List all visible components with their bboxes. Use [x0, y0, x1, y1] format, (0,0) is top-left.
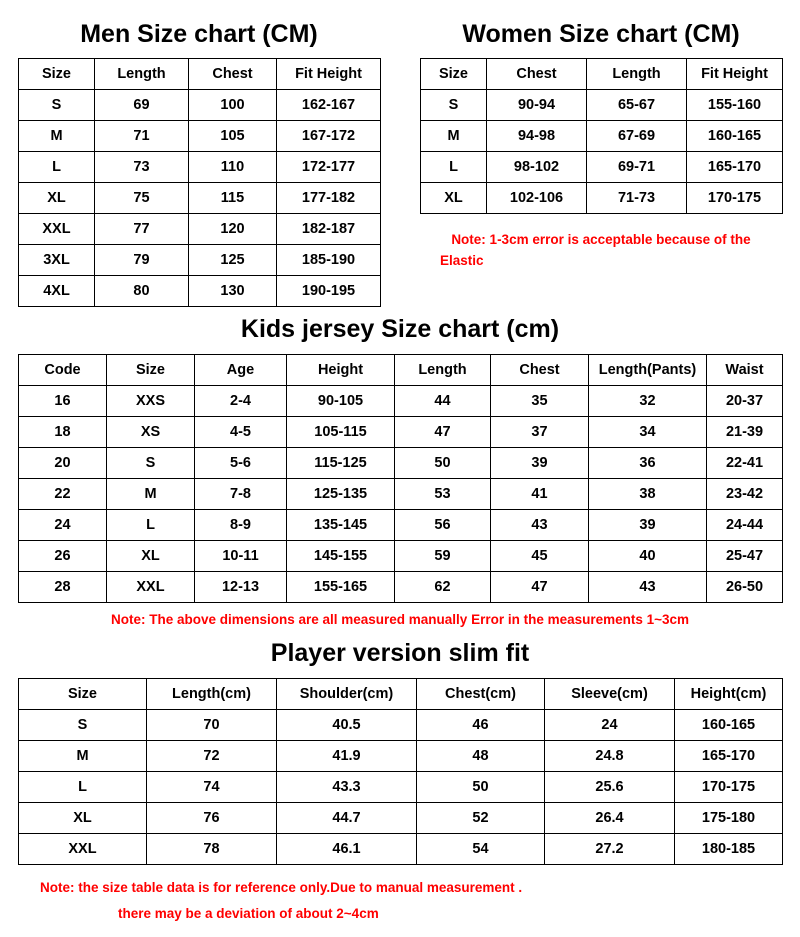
table-cell: 77 — [95, 214, 189, 245]
table-cell: 105-115 — [287, 417, 395, 448]
women-chart-title: Women Size chart (CM) — [462, 20, 740, 48]
table-cell: 12-13 — [195, 572, 287, 603]
column-header: Chest — [491, 355, 589, 386]
table-row — [19, 245, 381, 276]
table-cell: XL — [19, 802, 147, 833]
table-cell: 16 — [19, 386, 107, 417]
column-header: Fit Height — [687, 59, 783, 90]
table-cell: 24.8 — [545, 740, 675, 771]
table-cell: 167-172 — [277, 121, 381, 152]
table-row — [19, 214, 381, 245]
column-header: Size — [19, 59, 95, 90]
table-cell: 47 — [395, 417, 491, 448]
table-cell: S — [19, 709, 147, 740]
table-row — [421, 183, 783, 214]
table-row — [19, 152, 381, 183]
column-header: Length — [395, 355, 491, 386]
column-header: Length — [587, 59, 687, 90]
table-cell: M — [19, 121, 95, 152]
table-header-row — [19, 678, 783, 709]
column-header: Code — [19, 355, 107, 386]
table-cell: 24 — [545, 709, 675, 740]
table-cell: 177-182 — [277, 183, 381, 214]
player-note-line-1: Note: the size table data is for reference only.Due to manual measurement . — [40, 879, 523, 895]
table-cell: 69 — [95, 90, 189, 121]
table-cell: 90-94 — [487, 90, 587, 121]
table-cell: 47 — [491, 572, 589, 603]
table-cell: 40.5 — [277, 709, 417, 740]
table-cell: S — [107, 448, 195, 479]
table-row — [19, 276, 381, 307]
table-header-row — [421, 59, 783, 90]
column-header: Size — [19, 678, 147, 709]
table-cell: 44.7 — [277, 802, 417, 833]
top-charts-row — [18, 14, 782, 307]
column-header: Sleeve(cm) — [545, 678, 675, 709]
player-note-line-2: there may be a deviation of about 2~4cm — [118, 905, 379, 921]
table-cell: 24-44 — [707, 510, 783, 541]
table-cell: 26 — [19, 541, 107, 572]
table-cell: XXS — [107, 386, 195, 417]
column-header: Fit Height — [277, 59, 381, 90]
table-cell: XL — [421, 183, 487, 214]
table-cell: 115-125 — [287, 448, 395, 479]
table-cell: 59 — [395, 541, 491, 572]
table-cell: 21-39 — [707, 417, 783, 448]
table-cell: 125-135 — [287, 479, 395, 510]
table-cell: 34 — [589, 417, 707, 448]
men-size-table — [18, 58, 381, 307]
table-cell: 26.4 — [545, 802, 675, 833]
table-cell: 71-73 — [587, 183, 687, 214]
table-cell: XXL — [19, 833, 147, 864]
table-cell: 41 — [491, 479, 589, 510]
table-cell: 180-185 — [675, 833, 783, 864]
table-header-row — [19, 355, 783, 386]
column-header: Height — [287, 355, 395, 386]
table-cell: 70 — [147, 709, 277, 740]
column-header: Waist — [707, 355, 783, 386]
table-cell: M — [107, 479, 195, 510]
table-cell: 98-102 — [487, 152, 587, 183]
column-header: Size — [421, 59, 487, 90]
table-cell: 72 — [147, 740, 277, 771]
table-cell: 26-50 — [707, 572, 783, 603]
table-cell: XS — [107, 417, 195, 448]
table-cell: 41.9 — [277, 740, 417, 771]
table-cell: 46.1 — [277, 833, 417, 864]
table-cell: 22 — [19, 479, 107, 510]
table-cell: 10-11 — [195, 541, 287, 572]
women-size-chart-block — [420, 14, 782, 272]
table-cell: 38 — [589, 479, 707, 510]
table-cell: 160-165 — [675, 709, 783, 740]
table-cell: 35 — [491, 386, 589, 417]
table-cell: 8-9 — [195, 510, 287, 541]
table-cell: 165-170 — [687, 152, 783, 183]
table-row — [19, 448, 783, 479]
table-cell: 37 — [491, 417, 589, 448]
table-row — [19, 90, 381, 121]
table-cell: 50 — [395, 448, 491, 479]
table-cell: 125 — [189, 245, 277, 276]
table-cell: 2-4 — [195, 386, 287, 417]
table-cell: 23-42 — [707, 479, 783, 510]
table-cell: 32 — [589, 386, 707, 417]
column-header: Length — [95, 59, 189, 90]
table-row — [421, 152, 783, 183]
table-cell: L — [19, 152, 95, 183]
table-cell: 25.6 — [545, 771, 675, 802]
column-header: Size — [107, 355, 195, 386]
player-size-table — [18, 678, 783, 865]
table-cell: 7-8 — [195, 479, 287, 510]
table-cell: 20-37 — [707, 386, 783, 417]
table-cell: 76 — [147, 802, 277, 833]
table-cell: XL — [107, 541, 195, 572]
table-row — [19, 802, 783, 833]
women-note — [420, 230, 782, 272]
table-cell: 80 — [95, 276, 189, 307]
table-cell: 67-69 — [587, 121, 687, 152]
table-cell: 94-98 — [487, 121, 587, 152]
table-cell: 45 — [491, 541, 589, 572]
table-row — [19, 833, 783, 864]
table-row — [421, 121, 783, 152]
column-header: Length(Pants) — [589, 355, 707, 386]
kids-chart-title: Kids jersey Size chart (cm) — [240, 315, 560, 343]
table-cell: 78 — [147, 833, 277, 864]
table-cell: 43 — [589, 572, 707, 603]
table-cell: 102-106 — [487, 183, 587, 214]
table-cell: 43.3 — [277, 771, 417, 802]
column-header: Age — [195, 355, 287, 386]
table-row — [19, 709, 783, 740]
table-cell: 62 — [395, 572, 491, 603]
table-cell: 115 — [189, 183, 277, 214]
table-cell: 73 — [95, 152, 189, 183]
table-cell: 24 — [19, 510, 107, 541]
table-cell: 65-67 — [587, 90, 687, 121]
table-row — [19, 121, 381, 152]
table-row — [19, 572, 783, 603]
table-cell: XXL — [107, 572, 195, 603]
men-chart-title: Men Size chart (CM) — [80, 20, 318, 48]
table-cell: 160-165 — [687, 121, 783, 152]
table-cell: 155-160 — [687, 90, 783, 121]
table-cell: 170-175 — [675, 771, 783, 802]
table-row — [19, 771, 783, 802]
table-cell: 170-175 — [687, 183, 783, 214]
table-cell: 130 — [189, 276, 277, 307]
table-cell: 39 — [589, 510, 707, 541]
table-row — [19, 183, 381, 214]
table-cell: M — [19, 740, 147, 771]
player-chart-title: Player version slim fit — [270, 638, 530, 667]
women-note-line-1: Note: 1-3cm error is acceptable because of the — [451, 232, 751, 247]
table-cell: 175-180 — [675, 802, 783, 833]
table-cell: 20 — [19, 448, 107, 479]
table-header-row — [19, 59, 381, 90]
table-cell: 53 — [395, 479, 491, 510]
table-cell: 4XL — [19, 276, 95, 307]
table-cell: 52 — [417, 802, 545, 833]
table-cell: XXL — [19, 214, 95, 245]
table-cell: 27.2 — [545, 833, 675, 864]
table-row — [19, 541, 783, 572]
table-cell: S — [19, 90, 95, 121]
table-cell: 90-105 — [287, 386, 395, 417]
table-cell: 28 — [19, 572, 107, 603]
table-cell: 182-187 — [277, 214, 381, 245]
table-cell: 50 — [417, 771, 545, 802]
table-cell: 172-177 — [277, 152, 381, 183]
women-note-line-2: Elastic — [440, 252, 484, 268]
table-cell: 54 — [417, 833, 545, 864]
table-row — [19, 479, 783, 510]
table-cell: 25-47 — [707, 541, 783, 572]
table-cell: 190-195 — [277, 276, 381, 307]
column-header: Chest — [487, 59, 587, 90]
table-cell: L — [107, 510, 195, 541]
table-cell: 3XL — [19, 245, 95, 276]
table-cell: 40 — [589, 541, 707, 572]
men-size-chart-block — [18, 14, 380, 307]
table-cell: 79 — [95, 245, 189, 276]
player-note — [18, 875, 782, 926]
table-cell: 105 — [189, 121, 277, 152]
table-row — [19, 510, 783, 541]
table-cell: 36 — [589, 448, 707, 479]
table-cell: 5-6 — [195, 448, 287, 479]
table-cell: 100 — [189, 90, 277, 121]
table-cell: 75 — [95, 183, 189, 214]
table-cell: 71 — [95, 121, 189, 152]
table-cell: 39 — [491, 448, 589, 479]
women-size-table — [420, 58, 783, 214]
table-cell: 120 — [189, 214, 277, 245]
table-row — [19, 386, 783, 417]
table-cell: 18 — [19, 417, 107, 448]
table-cell: 22-41 — [707, 448, 783, 479]
table-cell: 110 — [189, 152, 277, 183]
table-cell: 46 — [417, 709, 545, 740]
table-cell: 69-71 — [587, 152, 687, 183]
kids-note: Note: The above dimensions are all measured manually Error in the measurements 1~3cm — [110, 612, 690, 627]
table-cell: S — [421, 90, 487, 121]
table-cell: 162-167 — [277, 90, 381, 121]
column-header: Chest(cm) — [417, 678, 545, 709]
kids-size-chart-block — [18, 315, 782, 631]
kids-size-table — [18, 354, 783, 603]
player-version-block — [18, 639, 782, 926]
table-cell: M — [421, 121, 487, 152]
table-cell: 48 — [417, 740, 545, 771]
table-cell: L — [421, 152, 487, 183]
table-row — [421, 90, 783, 121]
table-cell: 74 — [147, 771, 277, 802]
table-cell: 155-165 — [287, 572, 395, 603]
table-cell: XL — [19, 183, 95, 214]
table-cell: 4-5 — [195, 417, 287, 448]
table-cell: 43 — [491, 510, 589, 541]
table-row — [19, 417, 783, 448]
table-cell: 56 — [395, 510, 491, 541]
column-header: Shoulder(cm) — [277, 678, 417, 709]
column-header: Chest — [189, 59, 277, 90]
table-cell: 44 — [395, 386, 491, 417]
table-cell: 165-170 — [675, 740, 783, 771]
table-cell: 135-145 — [287, 510, 395, 541]
table-row — [19, 740, 783, 771]
table-cell: 185-190 — [277, 245, 381, 276]
column-header: Length(cm) — [147, 678, 277, 709]
column-header: Height(cm) — [675, 678, 783, 709]
table-cell: L — [19, 771, 147, 802]
table-cell: 145-155 — [287, 541, 395, 572]
